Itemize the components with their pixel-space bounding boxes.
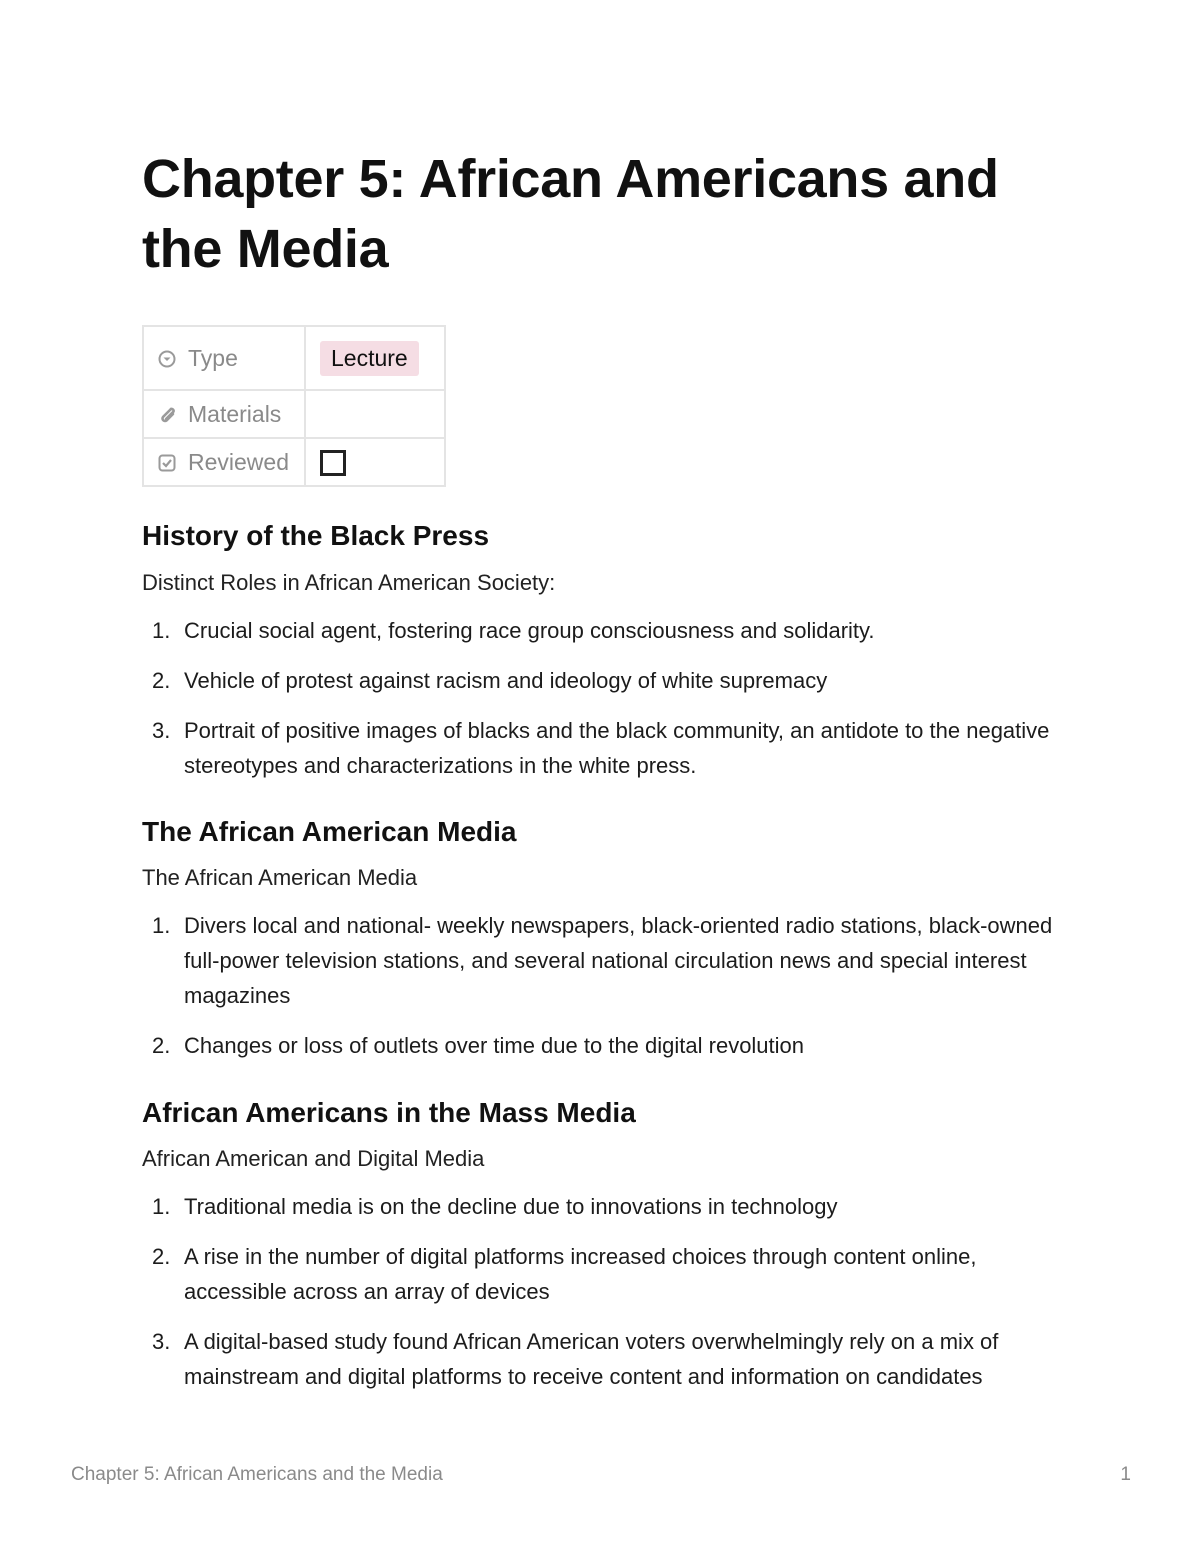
section-mass-media xyxy=(142,1095,1072,1394)
section-lead: African American and Digital Media xyxy=(142,1146,485,1171)
footer-title: Chapter 5: African Americans and the Media xyxy=(71,1464,443,1485)
property-value-reviewed xyxy=(305,438,445,486)
list-item: 2. Changes or loss of outlets over time due to the digital revolution xyxy=(152,1033,805,1058)
property-key-reviewed xyxy=(143,438,305,486)
list-item: 3. A digital-based study found African American voters overwhelmingly rely on a mix of mainstream and digital platforms to receive content and information on candidates xyxy=(152,1329,999,1389)
list-item: 1. Traditional media is on the decline due to innovations in technology xyxy=(152,1194,838,1219)
list-item: 2. Vehicle of protest against racism and ideology of white supremacy xyxy=(152,668,828,693)
list-item: 3. Portrait of positive images of blacks and the black community, an antidote to the negative stereotypes and characterizations in the white press. xyxy=(152,718,1050,778)
property-key-type xyxy=(143,326,305,390)
section-history-black-press xyxy=(142,518,1072,783)
reviewed-checkbox[interactable] xyxy=(320,450,346,476)
property-key-materials xyxy=(143,390,305,438)
property-value-type[interactable] xyxy=(305,326,445,390)
property-value-materials[interactable] xyxy=(305,390,445,438)
list-item: 2. A rise in the number of digital platforms increased choices through content online, accessible across an array of devices xyxy=(152,1244,977,1304)
select-icon xyxy=(158,350,176,368)
section-lead: The African American Media xyxy=(142,865,418,890)
section-african-american-media xyxy=(142,814,1072,1063)
property-label: Materials xyxy=(188,400,282,427)
property-row-reviewed xyxy=(143,438,445,486)
numbered-list xyxy=(142,908,1072,1063)
page-title: Chapter 5: African Americans and the Media xyxy=(142,149,999,279)
list-item: 1. Divers local and national- weekly newspapers, black-oriented radio stations, black-owned full-power television stations, and several national circulation news and special interest magazines xyxy=(152,913,1053,1008)
section-heading: History of the Black Press xyxy=(142,520,490,551)
property-row-type xyxy=(143,326,445,390)
property-label: Reviewed xyxy=(188,448,289,475)
properties-table xyxy=(142,325,446,487)
section-heading: The African American Media xyxy=(142,816,517,847)
list-item: 1. Crucial social agent, fostering race group consciousness and solidarity. xyxy=(152,618,875,643)
attachment-icon xyxy=(158,406,176,424)
type-tag[interactable]: Lecture xyxy=(320,341,419,376)
property-row-materials xyxy=(143,390,445,438)
numbered-list xyxy=(142,613,1072,783)
page-footer xyxy=(71,1464,1131,1486)
section-lead: Distinct Roles in African American Society: xyxy=(142,570,556,595)
property-label: Type xyxy=(188,344,238,371)
section-heading: African Americans in the Mass Media xyxy=(142,1097,636,1128)
numbered-list xyxy=(142,1189,1072,1394)
page-number: 1 xyxy=(1120,1464,1131,1485)
checkbox-property-icon xyxy=(158,454,176,472)
